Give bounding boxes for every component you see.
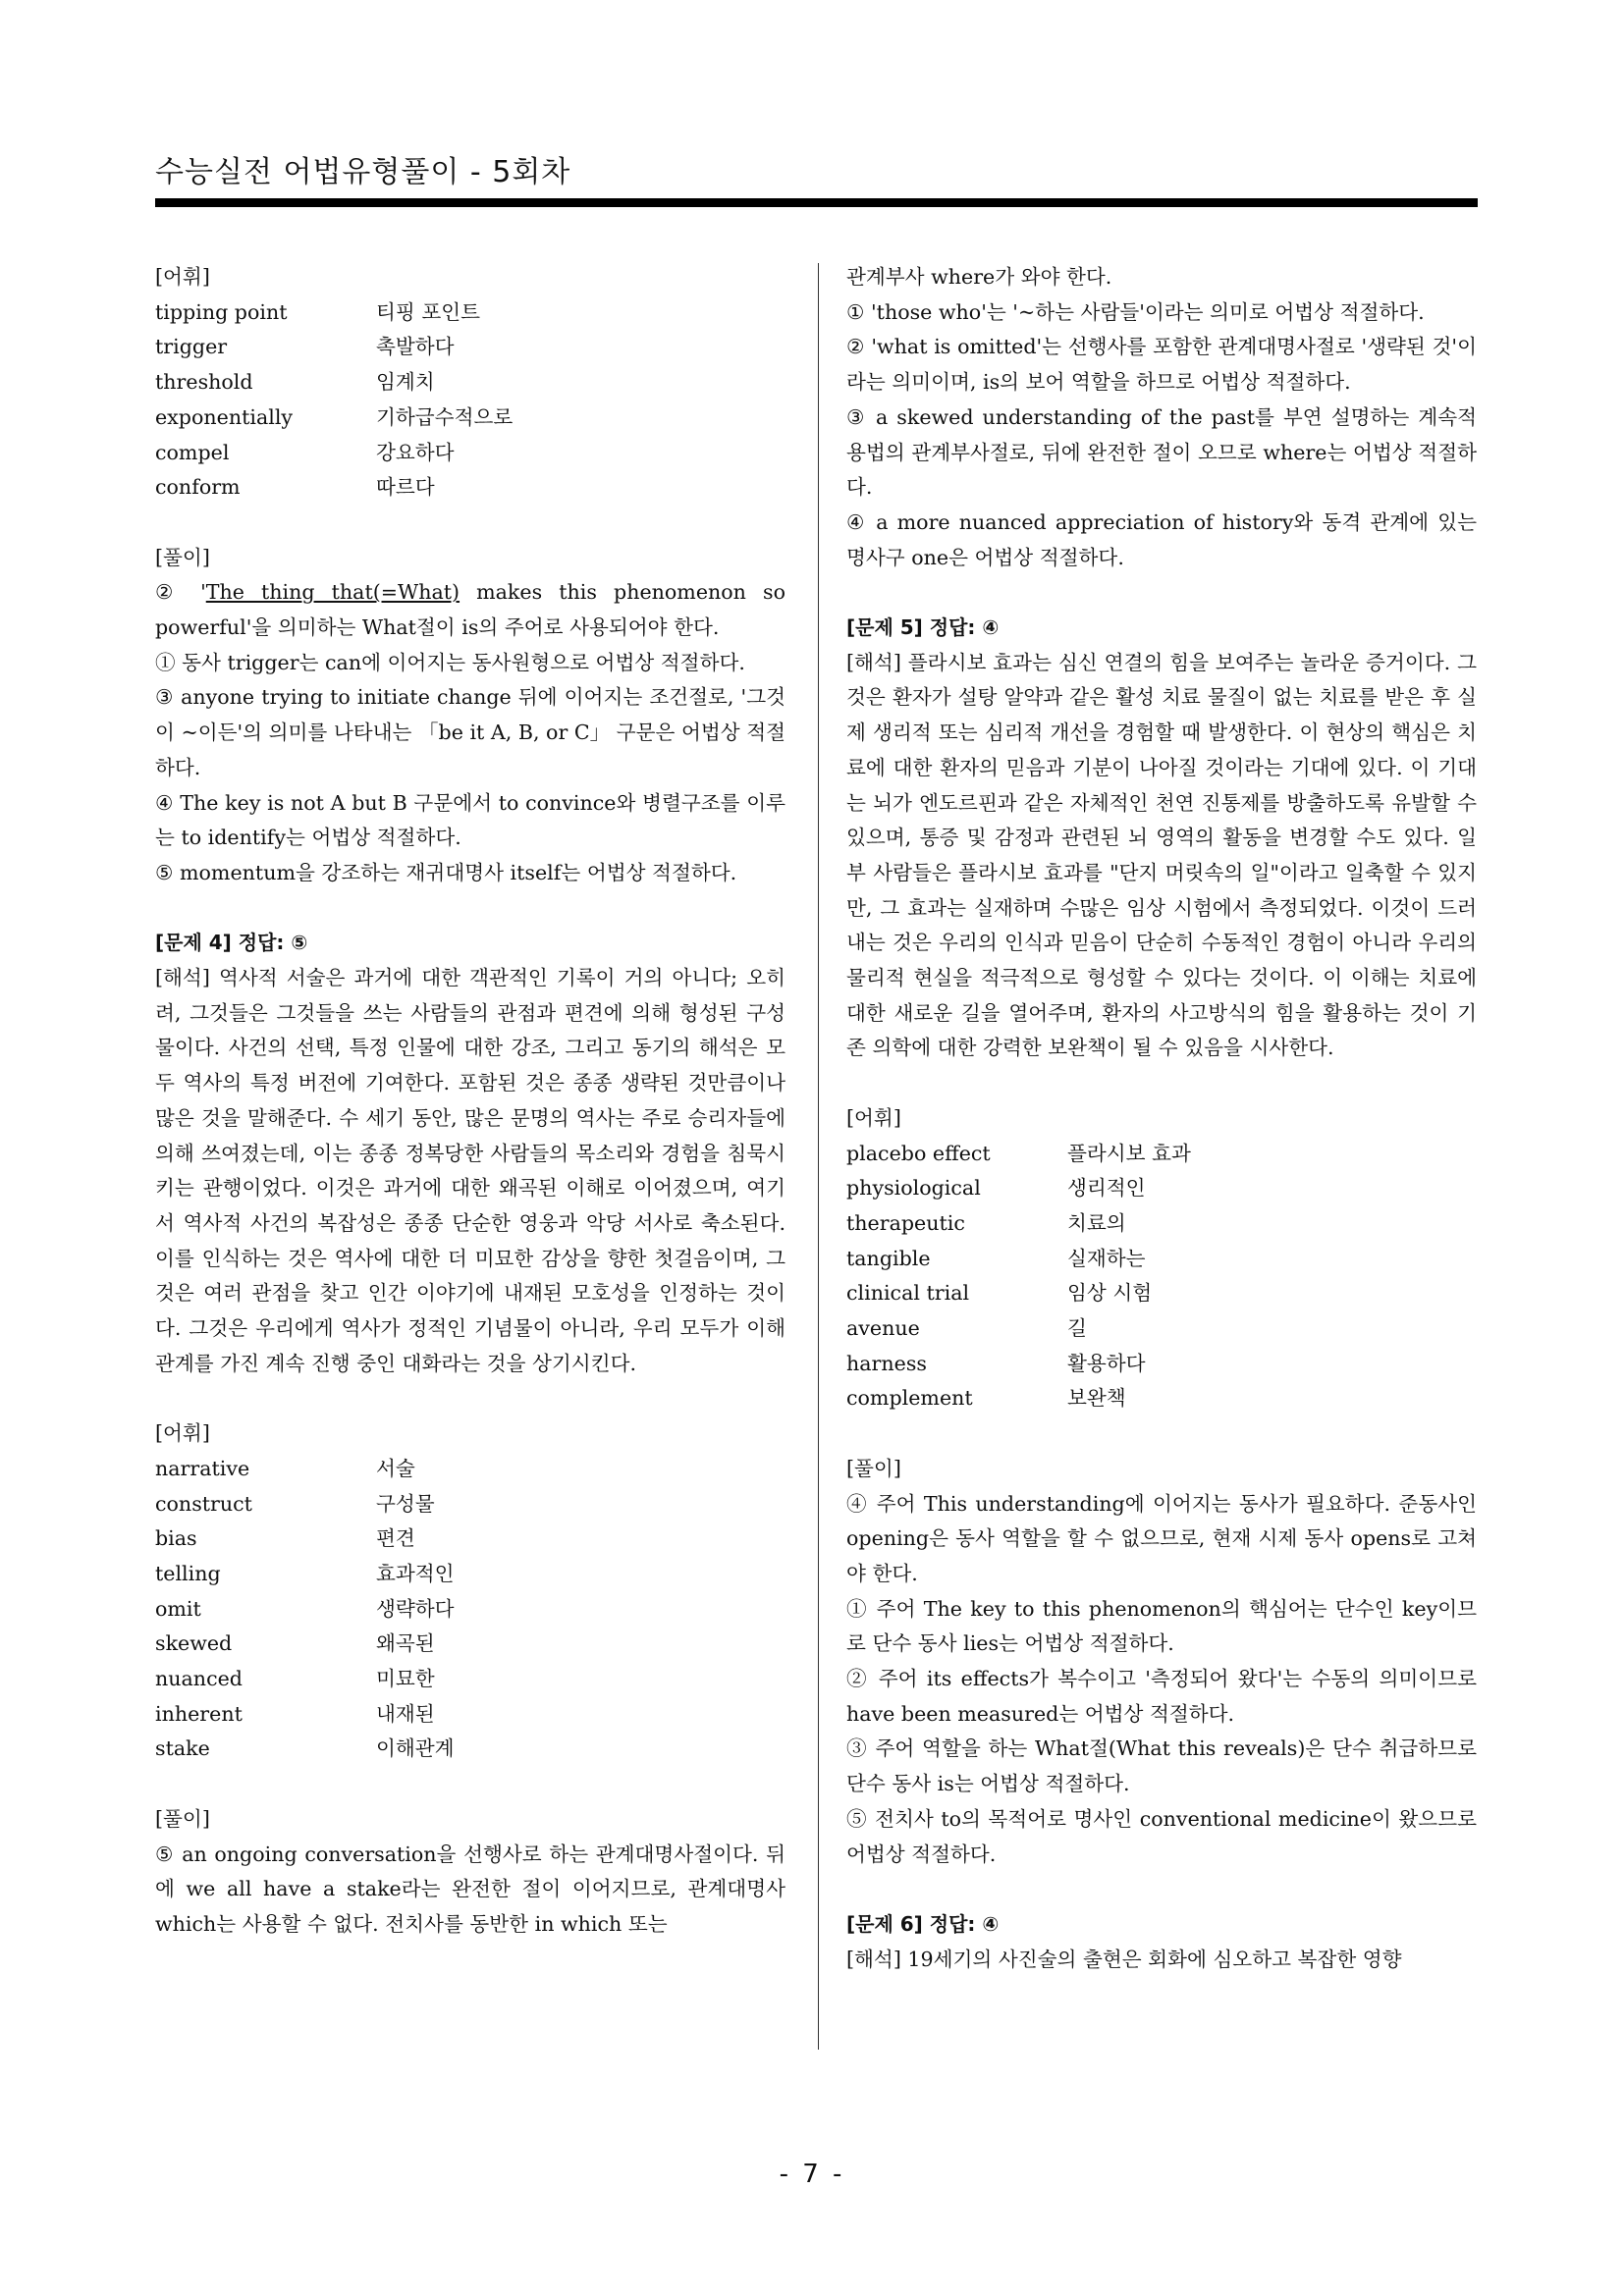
vocab-meaning: 임상 시험	[1067, 1281, 1153, 1306]
vocab-meaning: 촉발하다	[376, 335, 455, 359]
solution-label: [풀이]	[155, 545, 210, 569]
vocab-meaning: 플라시보 효과	[1067, 1141, 1191, 1165]
vocab-meaning: 서술	[376, 1456, 415, 1480]
vocab-term: clinical trial	[846, 1281, 970, 1306]
question-5-answer: [문제 5] 정답: ④	[846, 615, 1000, 640]
vocab-row	[155, 1487, 785, 1522]
vocab-term: inherent	[155, 1701, 243, 1726]
solution-paragraph: ③ anyone trying to initiate change 뒤에 이어지는 조건절로, '그것이 ~이든'의 의미를 나타내는 「be it A, B, or C」 구문은 어법상 적절하다.	[155, 685, 785, 779]
vocab-term: complement	[846, 1386, 973, 1411]
solution-paragraph: ④ 주어 This understanding에 이어지는 동사가 필요하다. 준동사인 opening은 동사 역할을 할 수 없으므로, 현재 시제 동사 opens로 고쳐야 한다.	[846, 1491, 1477, 1585]
vocab-meaning: 따르다	[376, 475, 435, 500]
solution-paragraph: ⑤ 전치사 to의 목적어로 명사인 conventional medicine이 왔으므로 어법상 적절하다.	[846, 1806, 1477, 1866]
vocab-term: skewed	[155, 1631, 233, 1656]
vocab-row	[155, 1732, 785, 1767]
vocab-term: compel	[155, 440, 230, 464]
vocab-row	[846, 1137, 1477, 1172]
vocab-row	[155, 400, 785, 436]
question-6-answer: [문제 6] 정답: ④	[846, 1911, 1000, 1936]
vocab-meaning: 이해관계	[376, 1736, 455, 1761]
vocab-row	[155, 1522, 785, 1557]
vocab-term: therapeutic	[846, 1210, 965, 1235]
vocab-label: [어휘]	[155, 1421, 210, 1446]
right-column	[846, 260, 1477, 1977]
vocab-meaning: 왜곡된	[376, 1631, 435, 1656]
vocab-row	[155, 295, 785, 331]
solution-paragraph: ④ a more nuanced appreciation of history와 동격 관계에 있는 명사구 one은 어법상 적절하다.	[846, 509, 1477, 569]
question-5-translation: [해석] 플라시보 효과는 심신 연결의 힘을 보여주는 놀라운 증거이다. 그것은 환자가 설탕 알약과 같은 활성 치료 물질이 없는 치료를 받은 후 실제 생리적 또는 심리적 개선을 경험할 때 발생한다. 이 현상의 핵심은 치료에 대한 환자의 믿음과 기분이 나아질 것이라는 기대에 있다. 이 기대는 뇌가 엔도르핀과 같은 자체적인 천연 진통제를 방출하도록 유발할 수 있으며, 통증 및 감정과 관련된 뇌 영역의 활동을 변경할 수도 있다. 일부 사람들은 플라시보 효과를 "단지 머릿속의 일"이라고 일축할 수 있지만, 그 효과는 실재하며 수많은 임상 시험에서 측정되었다. 이것이 드러내는 것은 우리의 인식과 믿음이 단순히 수동적인 경험이 아니라 우리의 물리적 현실을 적극적으로 형성할 수 있다는 것이다. 이 이해는 치료에 대한 새로운 길을 열어주며, 환자의 사고방식의 힘을 활용하는 것이 기존 의학에 대한 강력한 보완책이 될 수 있음을 시사한다.	[846, 650, 1477, 1060]
vocab-term: construct	[155, 1491, 252, 1516]
solution-paragraph: ① 주어 The key to this phenomenon의 핵심어는 단수인 key이므로 단수 동사 lies는 어법상 적절하다.	[846, 1596, 1477, 1656]
vocab-meaning: 활용하다	[1067, 1351, 1146, 1375]
vocab-row	[846, 1171, 1477, 1206]
vocab-row	[155, 365, 785, 400]
vocab-meaning: 미묘한	[376, 1667, 435, 1691]
vocab-term: placebo effect	[846, 1141, 991, 1165]
solution-paragraph: ② 주어 its effects가 복수이고 '측정되어 왔다'는 수동의 의미이므로 have been measured는 어법상 적절하다.	[846, 1667, 1477, 1726]
vocab-term: avenue	[846, 1316, 920, 1341]
vocab-row	[155, 436, 785, 471]
vocab-term: conform	[155, 475, 241, 500]
solution-paragraph: ③ 주어 역할을 하는 What절(What this reveals)은 단수 취급하므로 단수 동사 is는 어법상 적절하다.	[846, 1736, 1477, 1796]
vocab-row	[155, 1452, 785, 1487]
question-6-translation: [해석] 19세기의 사진술의 출현은 회화에 심오하고 복잡한 영향	[846, 1947, 1402, 1971]
vocab-term: harness	[846, 1351, 927, 1375]
solution-paragraph	[155, 575, 785, 645]
left-column	[155, 260, 785, 1943]
solution-label: [풀이]	[846, 1456, 901, 1480]
vocab-row	[846, 1311, 1477, 1347]
vocab-row	[846, 1242, 1477, 1277]
vocab-list	[846, 1137, 1477, 1417]
vocab-row	[155, 1697, 785, 1733]
solution-paragraph: 관계부사 where가 와야 한다.	[846, 265, 1112, 289]
column-divider	[818, 263, 819, 2050]
vocab-row	[846, 1381, 1477, 1416]
question-4-translation: [해석] 역사적 서술은 과거에 대한 객관적인 기록이 거의 아니다; 오히려, 그것들은 그것들을 쓰는 사람들의 관점과 편견에 의해 형성된 구성물이다. 사건의 선택, 특정 인물에 대한 강조, 그리고 동기의 해석은 모두 역사의 특정 버전에 기여한다. 포함된 것은 종종 생략된 것만큼이나 많은 것을 말해준다. 수 세기 동안, 많은 문명의 역사는 주로 승리자들에 의해 쓰여졌는데, 이는 종종 정복당한 사람들의 목소리와 경험을 침묵시키는 관행이었다. 이것은 과거에 대한 왜곡된 이해로 이어졌으며, 여기서 역사적 사건의 복잡성은 종종 단순한 영웅과 악당 서사로 축소된다. 이를 인식하는 것은 역사에 대한 더 미묘한 감상을 향한 첫걸음이며, 그것은 여러 관점을 찾고 인간 이야기에 내재된 모호성을 인정하는 것이다. 그것은 우리에게 역사가 정적인 기념물이 아니라, 우리 모두가 이해관계를 가진 계속 진행 중인 대화라는 것을 상기시킨다.	[155, 966, 785, 1375]
vocab-row	[155, 1627, 785, 1662]
vocab-term: tipping point	[155, 299, 288, 324]
vocab-row	[846, 1276, 1477, 1311]
vocab-row	[155, 330, 785, 365]
vocab-row	[155, 1592, 785, 1628]
vocab-term: bias	[155, 1526, 197, 1551]
vocab-meaning: 효과적인	[376, 1561, 455, 1585]
vocab-term: telling	[155, 1561, 221, 1585]
vocab-term: stake	[155, 1736, 210, 1761]
solution-paragraph: ⑤ an ongoing conversation을 선행사로 하는 관계대명사절이다. 뒤에 we all have a stake라는 완전한 절이 이어지므로, 관계대명사 which는 사용할 수 없다. 전치사를 동반한 in which 또는	[155, 1842, 785, 1936]
vocab-meaning: 실재하는	[1067, 1246, 1146, 1270]
solution-paragraph: ② 'what is omitted'는 선행사를 포함한 관계대명사절로 '생략된 것'이라는 의미이며, is의 보어 역할을 하므로 어법상 적절하다.	[846, 335, 1477, 395]
vocab-term: physiological	[846, 1176, 981, 1201]
solution-label: [풀이]	[155, 1806, 210, 1831]
vocab-list	[155, 295, 785, 506]
vocab-meaning: 생략하다	[376, 1596, 455, 1621]
vocab-meaning: 보완책	[1067, 1386, 1126, 1411]
vocab-meaning: 길	[1067, 1316, 1087, 1341]
vocab-meaning: 강요하다	[376, 440, 455, 464]
vocab-meaning: 티핑 포인트	[376, 299, 481, 324]
vocab-term: exponentially	[155, 404, 294, 429]
vocab-term: omit	[155, 1596, 201, 1621]
page-header-title: 수능실전 어법유형풀이 - 5회차	[155, 155, 571, 189]
vocab-term: narrative	[155, 1456, 250, 1480]
vocab-label: [어휘]	[846, 1105, 901, 1130]
vocab-label: [어휘]	[155, 265, 210, 289]
solution-paragraph: ⑤ momentum을 강조하는 재귀대명사 itself는 어법상 적절하다.	[155, 860, 737, 884]
vocab-row	[155, 1557, 785, 1592]
vocab-list	[155, 1452, 785, 1767]
vocab-meaning: 임계치	[376, 370, 435, 395]
vocab-row	[155, 1662, 785, 1697]
solution-paragraph: ① 'those who'는 '~하는 사람들'이라는 의미로 어법상 적절하다.	[846, 299, 1425, 324]
solution-paragraph: ③ a skewed understanding of the past를 부연 설명하는 계속적 용법의 관계부사절로, 뒤에 완전한 절이 오므로 where는 어법상 적절하다.	[846, 404, 1477, 500]
vocab-meaning: 구성물	[376, 1491, 435, 1516]
header-rule	[155, 198, 1478, 207]
question-4-answer: [문제 4] 정답: ⑤	[155, 931, 308, 955]
underlined-text: The thing that(=What)	[205, 580, 460, 605]
vocab-meaning: 기하급수적으로	[376, 404, 514, 429]
vocab-term: threshold	[155, 370, 253, 395]
vocab-term: trigger	[155, 335, 228, 359]
vocab-meaning: 내재된	[376, 1701, 435, 1726]
vocab-term: tangible	[846, 1246, 931, 1270]
page-number: - 7 -	[779, 2160, 845, 2189]
vocab-meaning: 편견	[376, 1526, 415, 1551]
solution-paragraph: ① 동사 trigger는 can에 이어지는 동사원형으로 어법상 적절하다.	[155, 650, 745, 674]
vocab-meaning: 치료의	[1067, 1210, 1126, 1235]
solution-text: makes this phenomenon so powerful'을 의미하는 What절이 is의 주어로 사용되어야 한다.	[155, 580, 785, 640]
vocab-row	[155, 470, 785, 506]
vocab-term: nuanced	[155, 1667, 243, 1691]
solution-paragraph: ④ The key is not A but B 구문에서 to convince와 병렬구조를 이루는 to identify는 어법상 적절하다.	[155, 790, 785, 850]
vocab-meaning: 생리적인	[1067, 1176, 1146, 1201]
solution-prefix: ② '	[155, 580, 206, 605]
vocab-row	[846, 1206, 1477, 1242]
vocab-row	[846, 1347, 1477, 1382]
